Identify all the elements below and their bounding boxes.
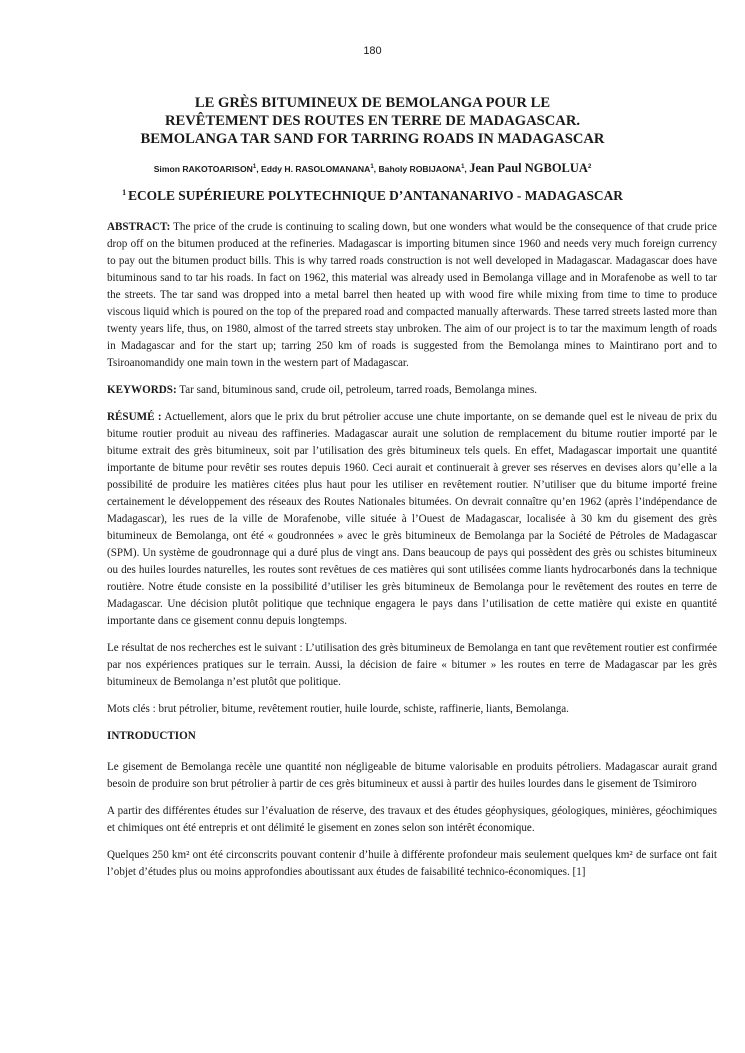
mots-cles-paragraph: Mots clés : brut pétrolier, bitume, revêtement routier, huile lourde, schiste, raffinerie, liants, Bemolanga. bbox=[107, 703, 569, 715]
keywords-text: Tar sand, bituminous sand, crude oil, petroleum, tarred roads, Bemolanga mines. bbox=[179, 384, 538, 396]
author-list: Simon RAKOTOARISON$^1$, Eddy H. RASOLOMANANA$^1$, Baholy ROBIJAONA$^1$, Jean Paul NGBOLUA$^2$ bbox=[153, 161, 592, 175]
title-line-3: BEMOLANGA TAR SAND FOR TARRING ROADS IN MADAGASCAR bbox=[140, 131, 605, 147]
resume-paragraph bbox=[107, 409, 717, 630]
affiliation bbox=[60, 188, 685, 204]
affiliation-mark: 1 bbox=[122, 188, 127, 197]
author-name: Simon RAKOTOARISON bbox=[153, 164, 253, 174]
introduction-paragraph-2: A partir des différentes études sur l’évaluation de réserve, des travaux et des études géophysiques, géologiques, minières, géochimiques et chimiques ont été entrepris et ont délimité le gisement en zones selon son intérêt économique. bbox=[107, 805, 717, 834]
author-name: Eddy H. RASOLOMANANA bbox=[260, 164, 371, 174]
title-line-2: REVÊTEMENT DES ROUTES EN TERRE DE MADAGASCAR. bbox=[164, 113, 581, 129]
keywords-label: KEYWORDS: bbox=[107, 384, 177, 396]
result-paragraph: Le résultat de nos recherches est le suivant : L’utilisation des grès bitumineux de Bemolanga en tant que revêtement routier est confirmée par nos expériences pratiques sur le terrain. Aussi, la décision de faire « bitumer » les routes en terre de Madagascar par les grès bitumineux de Bemolanga n’est plutôt que politique. bbox=[107, 642, 717, 688]
page-number: 180 bbox=[363, 45, 382, 57]
introduction-paragraph-3: Quelques 250 km² ont été circonscrits pouvant contenir d’huile à différente profondeur mais seulement quelques km² de surface ont fait l’objet d’études plus ou moins approfondies aboutissant aux études de faisabilité technico-économiques. [1] bbox=[107, 849, 717, 878]
introduction-paragraph-1: Le gisement de Bemolanga recèle une quantité non négligeable de bitume valorisable en produits pétroliers. Madagascar aurait grand besoin de produire son brut pétrolier à partir de ces grès bitumineux et aussi à partir des huiles lourdes dans le gisement de Tsimiroro bbox=[107, 761, 717, 790]
abstract-text: The price of the crude is continuing to scaling down, but one wonders what would be the consequence of that crude price drop off on the bitumen produced at the refineries. Madagascar is importing bitumen since 1960 and needs very much foreign currency to pay out the bitumen product bills. This is why tarred roads construction is not well developed in Madagascar. Madagascar does have bituminous sand to tar his roads. In fact on 1962, this material was already used in Bemolanga village and in Morafenobe as well to tar the streets. The tar sand was dropped into a metal barrel then heated up with wood fire while mixing from time to time to produce viscous liquid which is poured on the top of the prepared road and compacted manually afterwards. These tarred streets lasted more than twenty years life, thus, on 1980, almost of the tarred streets stay unbroken. The aim of our project is to tar the maximum length of roads in Madagascar and for the start up; tarring 250 km of roads is suggested from the Bemolanga mines to Maintirano port and to Tsiroanomandidy one main town in the western part of Madagascar. bbox=[107, 221, 717, 369]
title-line-1: LE GRÈS BITUMINEUX DE BEMOLANGA POUR LE bbox=[194, 95, 551, 111]
paper-title bbox=[60, 94, 685, 148]
author-affil-mark: 1 bbox=[252, 164, 257, 170]
author-name: Jean Paul NGBOLUA bbox=[469, 161, 588, 175]
author-affil-mark: 1 bbox=[370, 164, 374, 170]
affiliation-text: ECOLE SUPÉRIEURE POLYTECHNIQUE D’ANTANANARIVO - MADAGASCAR bbox=[128, 188, 623, 203]
author-name: Baholy ROBIJAONA bbox=[378, 164, 462, 174]
author-affil-mark: 2 bbox=[587, 164, 592, 170]
resume-text: Actuellement, alors que le prix du brut pétrolier accuse une chute importante, on se demande quel est le niveau de prix du bitume routier produit au niveau des raffineries. Madagascar aurait une solution de remplacement du bitume routier importé par le bitume extrait des grès bitumineux, soit par l’utilisation des grès bitumineux tels quels. En effet, Madagascar importait une quantité importante de bitume pour revêtir ses routes depuis 1960. Ceci aurait et continuerait à grever ses réserves en devises alors qu’elle a la possibilité de produire les matières citées plus haut pour les utiliser en revêtement routier. N’utiliser que du bitume importé freine certainement le développement des réseaux des Routes Nationales bitumées. On devrait connaître qu’en 1962 (après l’indépendance de Madagascar), les rues de la ville de Morafenobe, ville située à l’Ouest de Madagascar, localisée à 30 km du gisement des grès bitumineux de Bemolanga, ont été « goudronnées » avec le grès bitumineux de Bemolanga par la Société de Pétroles de Madagascar (SPM). Un système de goudronnage qui a duré plus de vingt ans. Dans beaucoup de pays qui possèdent des grès ou schistes bitumineux ou des huiles lourdes naturelles, les routes sont revêtues de ces matières qui sont utilisées comme liants hydrocarbonés dans la technique routière. Notre étude consiste en la possibilité d’utiliser les grès bitumineux de Bemolanga pour le revêtement des routes en terre de Madagascar. Une décision plutôt politique que technique engagera le pays dans l’utilisation de cette matière qui existe en quantité importante dans ce gisement connu depuis longtemps. bbox=[107, 411, 717, 627]
paper-body bbox=[107, 219, 717, 891]
abstract-label: ABSTRACT: bbox=[107, 221, 171, 233]
abstract-paragraph bbox=[107, 219, 717, 372]
keywords-paragraph bbox=[107, 382, 717, 399]
author-affil-mark: 1 bbox=[461, 164, 465, 170]
resume-label: RÉSUMÉ : bbox=[107, 411, 162, 423]
introduction-heading: INTRODUCTION bbox=[107, 730, 196, 742]
